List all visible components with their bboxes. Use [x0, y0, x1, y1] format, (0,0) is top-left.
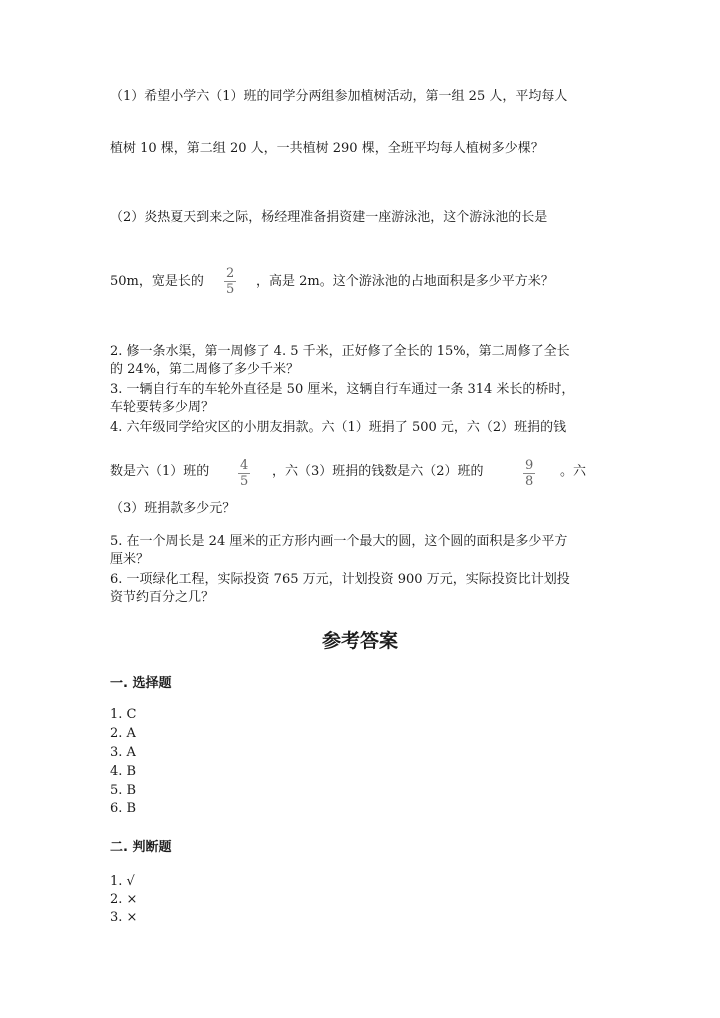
choice-answer: 5. B — [110, 783, 137, 798]
section-choice-heading: 一. 选择题 — [110, 676, 172, 691]
problem-6-line-1: 6. 一项绿化工程，实际投资 765 万元，计划投资 900 万元，实际投资比计划投 — [110, 572, 570, 587]
problem-5-line-1: 5. 在一个周长是 24 厘米的正方形内画一个最大的圆，这个圆的面积是多少平方 — [110, 534, 568, 549]
fraction-two-fifths — [224, 266, 236, 297]
problem-3-line-1: 3. 一辆自行车的车轮外直径是 50 厘米，这辆自行车通过一条 314 米长的桥时， — [110, 382, 575, 397]
choice-answer: 1. C — [110, 707, 137, 722]
problem-4-line-1: 4. 六年级同学给灾区的小朋友捐款。六（1）班捐了 500 元，六（2）班捐的钱 — [110, 420, 567, 435]
question-2-text-post: ，高是 2m。这个游泳池的占地面积是多少平方米？ — [256, 274, 554, 289]
section-judge-heading: 二. 判断题 — [110, 840, 172, 855]
fraction-four-fifths — [238, 458, 250, 489]
choice-answer: 2. A — [110, 726, 136, 741]
problem-4-line-3: （3）班捐款多少元？ — [110, 501, 236, 516]
answers-title: 参考答案 — [321, 630, 398, 652]
question-1-line-1: （1）希望小学六（1）班的同学分两组参加植树活动，第一组 25 人，平均每人 — [110, 89, 568, 104]
judge-answer: 3. × — [110, 910, 138, 925]
fraction-denominator: 8 — [525, 474, 534, 489]
choice-answer: 3. A — [110, 745, 136, 760]
judge-answer: 1. √ — [110, 874, 135, 889]
fraction-denominator: 5 — [240, 474, 249, 489]
problem-4-text-a: 数是六（1）班的 — [110, 464, 210, 479]
problem-5-line-2: 厘米？ — [110, 552, 150, 567]
problem-3-line-2: 车轮要转多少周？ — [110, 400, 215, 415]
question-2-line-2 — [110, 273, 204, 291]
problem-6-line-2: 资节约百分之几？ — [110, 590, 215, 605]
problem-2-line-2: 的 24%，第二周修了多少千米？ — [110, 362, 300, 377]
choice-answer: 6. B — [110, 801, 137, 816]
problem-4-text-b: ，六（3）班捐的钱数是六（2）班的 — [272, 464, 484, 479]
question-1-line-2: 植树 10 棵，第二组 20 人，一共植树 290 棵，全班平均每人植树多少棵？ — [110, 141, 544, 156]
fraction-denominator: 5 — [226, 282, 235, 297]
fraction-numerator: 9 — [525, 458, 534, 473]
choice-answer: 4. B — [110, 764, 137, 779]
question-2-line-1: （2）炎热夏天到来之际，杨经理准备捐资建一座游泳池，这个游泳池的长是 — [110, 210, 548, 225]
problem-2-line-1: 2. 修一条水渠，第一周修了 4. 5 千米，正好修了全长的 15%，第二周修了全长 — [110, 344, 570, 359]
fraction-numerator: 2 — [226, 266, 235, 281]
fraction-nine-eighths — [523, 458, 535, 489]
fraction-numerator: 4 — [240, 458, 249, 473]
question-2-text-pre: 50m，宽是长的 — [110, 274, 204, 289]
problem-4-text-c: 。六 — [560, 464, 587, 479]
judge-answer: 2. × — [110, 892, 138, 907]
